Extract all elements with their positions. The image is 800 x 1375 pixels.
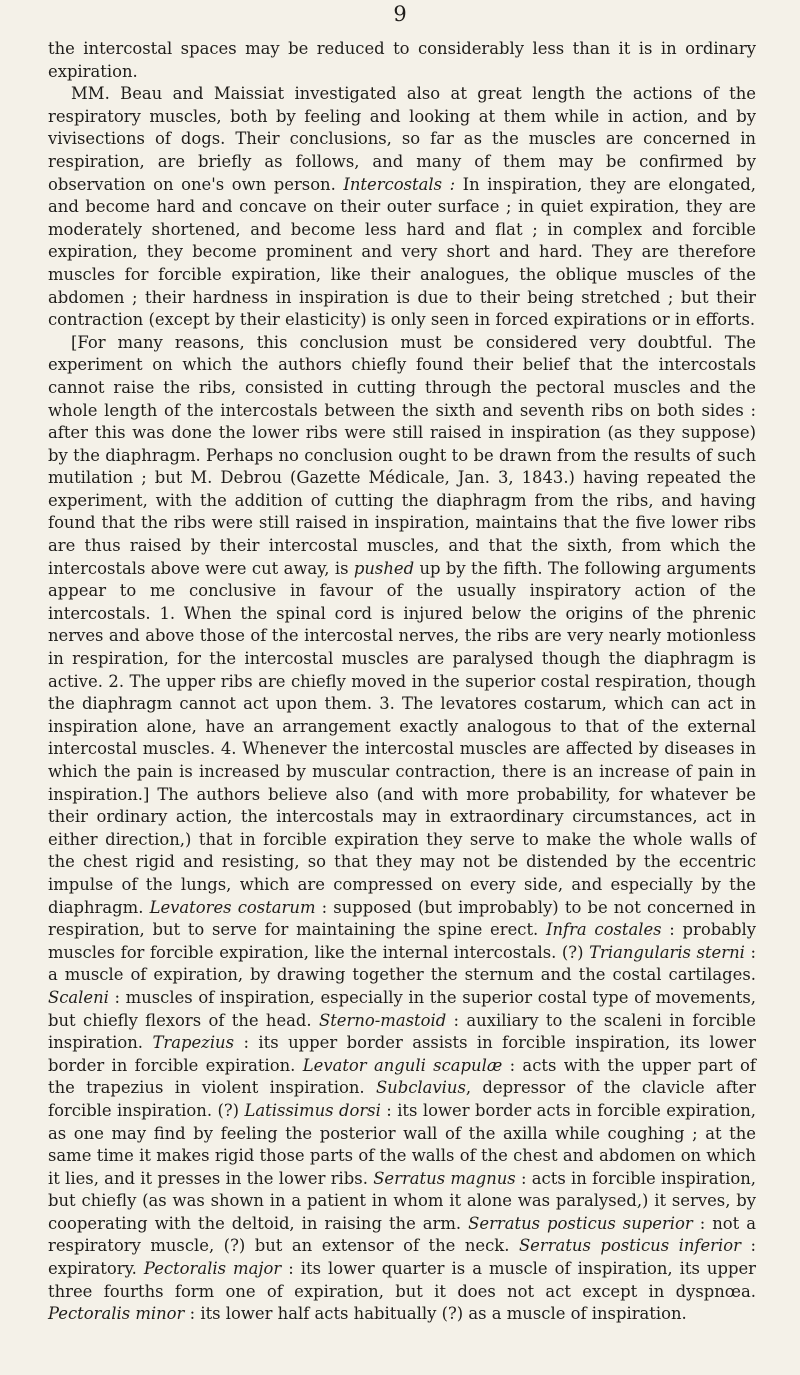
text-run: [For many reasons, this conclusion must be considered very doubtful. The experiment on which the authors chiefly found their belief that the intercostals cannot raise the ribs, consisted in cutting through the pectoral muscles and the whole length of the intercostals between the sixth and seventh ribs on both sides : after this was done the lower ribs were still raised in inspiration (as they suppose) by the diaphragm. Perhaps no conclusion ought to be drawn from the results of such mutilation ; but M. Debrou (Gazette Médicale, Jan. 3, 1843.) having repeated the experiment, with the addition of cutting the diaphragm from the ribs, and having found that the ribs were still raised in inspiration, maintains that the five lower ribs are thus raised by their intercostal muscles, and that the sixth, from which the intercostals above were cut away, is bbox=[48, 332, 756, 578]
italic-term: Serratus posticus inferior bbox=[518, 1236, 741, 1256]
italic-term: Trapezius bbox=[152, 1033, 235, 1053]
text-run: : auxiliary to the scaleni in forcible inspiration. bbox=[48, 1010, 757, 1053]
text-run: : a muscle of expiration, by drawing together the sternum and the costal cartilages. bbox=[48, 942, 756, 985]
italic-term: Pectoralis major bbox=[143, 1259, 282, 1279]
italic-term: Serratus magnus bbox=[373, 1168, 516, 1188]
italic-term: Serratus posticus superior bbox=[468, 1213, 693, 1233]
text-run: : its upper border assists in forcible inspiration, its lower border in forcible expiration. bbox=[48, 1033, 756, 1075]
paragraph bbox=[48, 38, 756, 83]
text-run: : expiratory. bbox=[48, 1236, 756, 1279]
page-number: 9 bbox=[393, 2, 407, 26]
text-run: : supposed (but improbably) to be not concerned in respiration, but to serve for maintaining the spine erect. bbox=[48, 897, 756, 940]
paragraph bbox=[48, 332, 756, 1326]
text-run: : its lower border acts in forcible expiration, as one may find by feeling the posterior wall of the axilla while coughing ; at the same time it makes rigid those parts of the walls of the chest and abdomen on which it lies, and it presses in the lower ribs. bbox=[48, 1100, 756, 1188]
text-run: MM. Beau and Maissiat investigated also at great length the actions of the respiratory muscles, both by feeling and looking at them while in action, and by vivisections of dogs. Their conclusions, so far as the muscles are concerned in respiration, are briefly as follows, and many of them may be confirmed by observation on one's own person. bbox=[48, 84, 756, 194]
italic-term: Levatores costarum bbox=[149, 897, 316, 917]
text-run: the intercostal spaces may be reduced to considerably less than it is in ordinary expiration. bbox=[48, 39, 756, 81]
italic-term: Sterno-mastoid bbox=[318, 1010, 447, 1030]
italic-term: Latissimus dorsi bbox=[244, 1100, 381, 1120]
text-run: : probably muscles for forcible expiration, like the internal intercostals. (?) bbox=[48, 920, 756, 962]
body-text bbox=[48, 38, 756, 1326]
text-run: In inspiration, they are elongated, and become hard and concave on their outer surface ; in quiet expiration, they are moderately shortened, and become less hard and flat ; in complex and forcible expiration, they become prominent and very short and hard. They are therefore muscles for forcible expiration, like their analogues, the oblique muscles of the abdomen ; their hardness in inspiration is due to their being stretched ; but their contraction (except by their elasticity) is only seen in forced expirations or in efforts. bbox=[48, 174, 756, 330]
italic-term: Pectoralis minor bbox=[48, 1304, 185, 1324]
text-run: : its lower quarter is a muscle of inspiration, its upper three fourths form one of expiration, but it does not act except in dyspnœa. bbox=[48, 1259, 756, 1301]
text-run: up by the fifth. The following arguments appear to me conclusive in favour of the usually inspiratory action of the intercostals. 1. When the spinal cord is injured below the origins of the phrenic nerves and above those of the intercostal nerves, the ribs are very nearly motionless in respiration, for the intercostal muscles are paralysed though the diaphragm is active. 2. The upper ribs are chiefly moved in the superior costal respiration, though the diaphragm cannot act upon them. 3. The levatores costarum, which can act in inspiration alone, have an arrangement exactly analogous to that of the external intercostal muscles. 4. Whenever the intercostal muscles are affected by diseases in which the pain is increased by muscular contraction, there is an increase of pain in inspiration.] The authors believe also (and with more probability, for whatever be their ordinary action, the intercostals may in extraordinary circumstances, act in either direction,) that in forcible expiration they serve to make the whole walls of the chest rigid and resisting, so that they may not be distended by the eccentric impulse of the lungs, which are compressed on every side, and especially by the diaphragm. bbox=[48, 558, 756, 917]
text-run: : acts in forcible inspiration, but chiefly (as was shown in a patient in whom it alone was paralysed,) it serves, by cooperating with the deltoid, in raising the arm. bbox=[48, 1168, 756, 1233]
text-run: : not a respiratory muscle, (?) but an extensor of the neck. bbox=[48, 1213, 756, 1256]
text-run: : muscles of inspiration, especially in the superior costal type of movements, but chiefly flexors of the head. bbox=[48, 987, 756, 1030]
italic-term: pushed bbox=[353, 558, 415, 578]
italic-term: Levator anguli scapulæ bbox=[302, 1055, 503, 1075]
italic-term: Scaleni bbox=[48, 987, 109, 1007]
paragraph bbox=[48, 83, 756, 332]
italic-term: Triangularis sterni bbox=[589, 942, 745, 962]
italic-term: Intercostals : bbox=[343, 174, 456, 194]
text-run: : its lower half acts habitually (?) as a muscle of inspiration. bbox=[184, 1304, 687, 1324]
text-run: : acts with the upper part of the trapezius in violent inspiration. bbox=[48, 1055, 756, 1098]
italic-term: Subclavius bbox=[375, 1078, 466, 1098]
text-run: , depressor of the clavicle after forcible inspiration. (?) bbox=[48, 1078, 756, 1120]
italic-term: Infra costales bbox=[545, 920, 662, 940]
